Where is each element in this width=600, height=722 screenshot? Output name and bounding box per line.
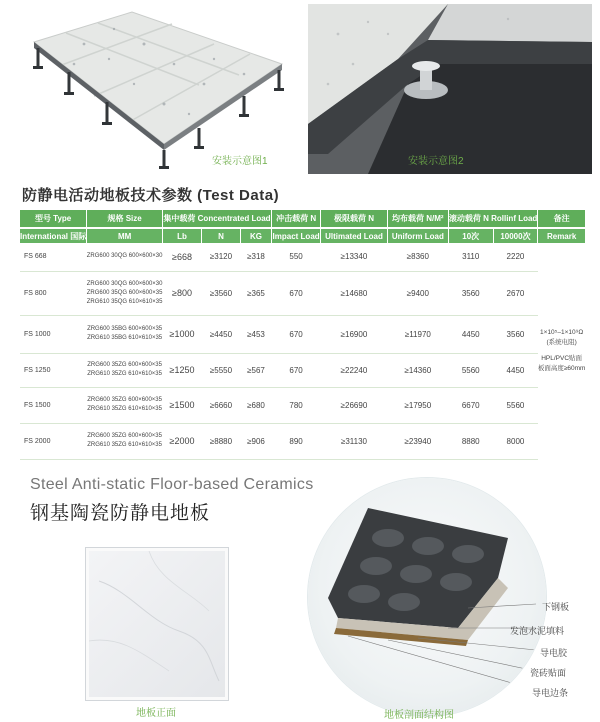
spec-cell [87, 387, 163, 423]
table-row [20, 387, 586, 423]
section-title-cn: 钢基陶瓷防静电地板 [30, 503, 211, 524]
col-header-type: 型号 Type [20, 210, 87, 228]
lb-cell: ≥2000 [162, 423, 201, 459]
kg-cell: ≥453 [240, 315, 271, 353]
subheader-10000: 10000次 [493, 228, 538, 243]
impact-cell: 890 [272, 423, 321, 459]
ultimate-cell: ≥26690 [321, 387, 388, 423]
n-cell: ≥4450 [202, 315, 241, 353]
subheader-mm: MM [87, 228, 163, 243]
uniform-cell: ≥23940 [387, 423, 448, 459]
n-cell: ≥5550 [202, 353, 241, 387]
series-cell: FS 1250 [20, 353, 87, 387]
model-code: ZRG600 30QG [86, 280, 128, 287]
size-value: 610×610×35 [128, 442, 162, 448]
kg-cell: ≥318 [240, 243, 271, 271]
legend-conductive-edge: 导电边条 [532, 688, 569, 698]
legend-ceramic-surface: 瓷砖贴面 [530, 668, 567, 678]
legend-steel-plate: 下钢板 [542, 602, 570, 612]
size-value: 600×600×35 [128, 326, 163, 332]
photo-2-caption: 安装示意图2 [408, 156, 464, 167]
impact-cell: 780 [272, 387, 321, 423]
page-title: 防静电活动地板技术参数 (Test Data) [22, 187, 280, 204]
n-cell: ≥8880 [202, 423, 241, 459]
series-cell: FS 1000 [20, 315, 87, 353]
size-value: 600×600×30 [128, 253, 163, 260]
impact-cell: 670 [272, 353, 321, 387]
model-code: ZRG610 35ZG [87, 442, 127, 448]
size-value: 600×600×35 [128, 433, 162, 439]
tile-caption: 地板正面 [136, 708, 176, 719]
lb-cell: ≥1000 [162, 315, 201, 353]
rolling10-cell: 3560 [448, 271, 493, 315]
subheader-n: N [202, 228, 241, 243]
subheader-impact: Impact Load [272, 228, 321, 243]
col-header-impact: 冲击载荷 N [272, 210, 321, 228]
n-cell: ≥3560 [202, 271, 241, 315]
remark-resistance: 1×10⁵–1×10⁹Ω [540, 329, 584, 336]
lb-cell: ≥668 [162, 243, 201, 271]
diagram-caption: 地板剖面结构图 [384, 710, 454, 721]
model-code: ZRG610 35ZG [87, 371, 127, 377]
n-cell: ≥6660 [202, 387, 241, 423]
model-code: ZRG600 30QG [86, 253, 128, 260]
uniform-cell: ≥8360 [387, 243, 448, 271]
kg-cell: ≥906 [240, 423, 271, 459]
cross-section-diagram [308, 478, 546, 716]
rolling10000-cell: 4450 [493, 353, 538, 387]
subheader-10: 10次 [448, 228, 493, 243]
legend-conductive-glue: 导电胶 [540, 648, 568, 658]
size-value: 610×610×35 [128, 335, 163, 341]
remark-height: 板面高度≥60mm [537, 365, 586, 372]
ultimate-cell: ≥22240 [321, 353, 388, 387]
spec-cell [87, 271, 163, 315]
table-row [20, 243, 586, 271]
series-cell: FS 2000 [20, 423, 87, 459]
col-header-rolling: 滚动载荷 N Rollinf Load [448, 210, 537, 228]
subheader-lb: Lb [162, 228, 201, 243]
spec-cell [87, 353, 163, 387]
col-header-uniform: 均布载荷 N/M² [387, 210, 448, 228]
remark-cell [538, 243, 586, 459]
lb-cell: ≥1500 [162, 387, 201, 423]
uniform-cell: ≥17950 [387, 387, 448, 423]
subheader-kg: KG [240, 228, 271, 243]
subheader-international: International 国际 [20, 228, 87, 243]
model-code: ZRG600 35BG [87, 326, 127, 332]
table-row [20, 353, 586, 387]
legend-cement-filler: 发泡水泥填料 [510, 626, 565, 636]
col-header-ultimate: 极限载荷 N [321, 210, 388, 228]
rolling10-cell: 5560 [448, 353, 493, 387]
model-code: ZRG600 35ZG [87, 397, 127, 403]
uniform-cell: ≥14360 [387, 353, 448, 387]
impact-cell: 670 [272, 315, 321, 353]
size-value: 610×610×35 [128, 371, 162, 377]
subheader-remark: Remark [538, 228, 586, 243]
col-header-size: 规格 Size [87, 210, 163, 228]
size-value: 610×610×35 [128, 406, 162, 412]
ultimate-cell: ≥31130 [321, 423, 388, 459]
rolling10-cell: 3110 [448, 243, 493, 271]
size-value: 600×600×35 [128, 397, 162, 403]
installation-photo-2 [308, 4, 592, 174]
col-header-concentrated: 集中载荷 Concentrated Load [162, 210, 271, 228]
size-value: 600×600×35 [128, 289, 163, 296]
rolling10000-cell: 2220 [493, 243, 538, 271]
tech-data-table [20, 210, 586, 460]
ultimate-cell: ≥13340 [321, 243, 388, 271]
kg-cell: ≥365 [240, 271, 271, 315]
series-cell: FS 1500 [20, 387, 87, 423]
photo-1-caption: 安装示意图1 [212, 156, 268, 167]
uniform-cell: ≥11970 [387, 315, 448, 353]
model-code: ZRG610 35ZG [87, 406, 127, 412]
impact-cell: 550 [272, 243, 321, 271]
rolling10000-cell: 8000 [493, 423, 538, 459]
table-row [20, 271, 586, 315]
rolling10000-cell: 5560 [493, 387, 538, 423]
rolling10-cell: 6670 [448, 387, 493, 423]
floor-tile-front-image [86, 548, 228, 700]
subheader-ultimate: Ultimated Load [321, 228, 388, 243]
n-cell: ≥3120 [202, 243, 241, 271]
rolling10000-cell: 2670 [493, 271, 538, 315]
remark-surface: HPL/PVC贴面 [541, 355, 583, 362]
size-value: 600×600×35 [128, 362, 162, 368]
model-code: ZRG610 35QG [86, 298, 128, 305]
lb-cell: ≥800 [162, 271, 201, 315]
installation-photo-1 [14, 4, 300, 174]
spec-cell [87, 243, 163, 271]
kg-cell: ≥567 [240, 353, 271, 387]
lb-cell: ≥1250 [162, 353, 201, 387]
model-code: ZRG610 35BG [87, 335, 127, 341]
ultimate-cell: ≥14680 [321, 271, 388, 315]
rolling10-cell: 4450 [448, 315, 493, 353]
model-code: ZRG600 35ZG [87, 362, 127, 368]
rolling10-cell: 8880 [448, 423, 493, 459]
size-value: 610×610×35 [128, 298, 163, 305]
series-cell: FS 800 [20, 271, 87, 315]
uniform-cell: ≥9400 [387, 271, 448, 315]
col-header-remark: 备注 [538, 210, 586, 228]
subheader-uniform: Uniform Load [387, 228, 448, 243]
table-row [20, 423, 586, 459]
model-code: ZRG600 35ZG [87, 433, 127, 439]
ultimate-cell: ≥16900 [321, 315, 388, 353]
impact-cell: 670 [272, 271, 321, 315]
kg-cell: ≥680 [240, 387, 271, 423]
rolling10000-cell: 3560 [493, 315, 538, 353]
model-code: ZRG600 35QG [86, 289, 128, 296]
section-title-en: Steel Anti-static Floor-based Ceramics [30, 476, 314, 493]
size-value: 600×600×30 [128, 280, 163, 287]
spec-cell [87, 315, 163, 353]
table-row [20, 315, 586, 353]
spec-cell [87, 423, 163, 459]
series-cell: FS 668 [20, 243, 87, 271]
remark-system: (系统电阻) [546, 339, 577, 346]
